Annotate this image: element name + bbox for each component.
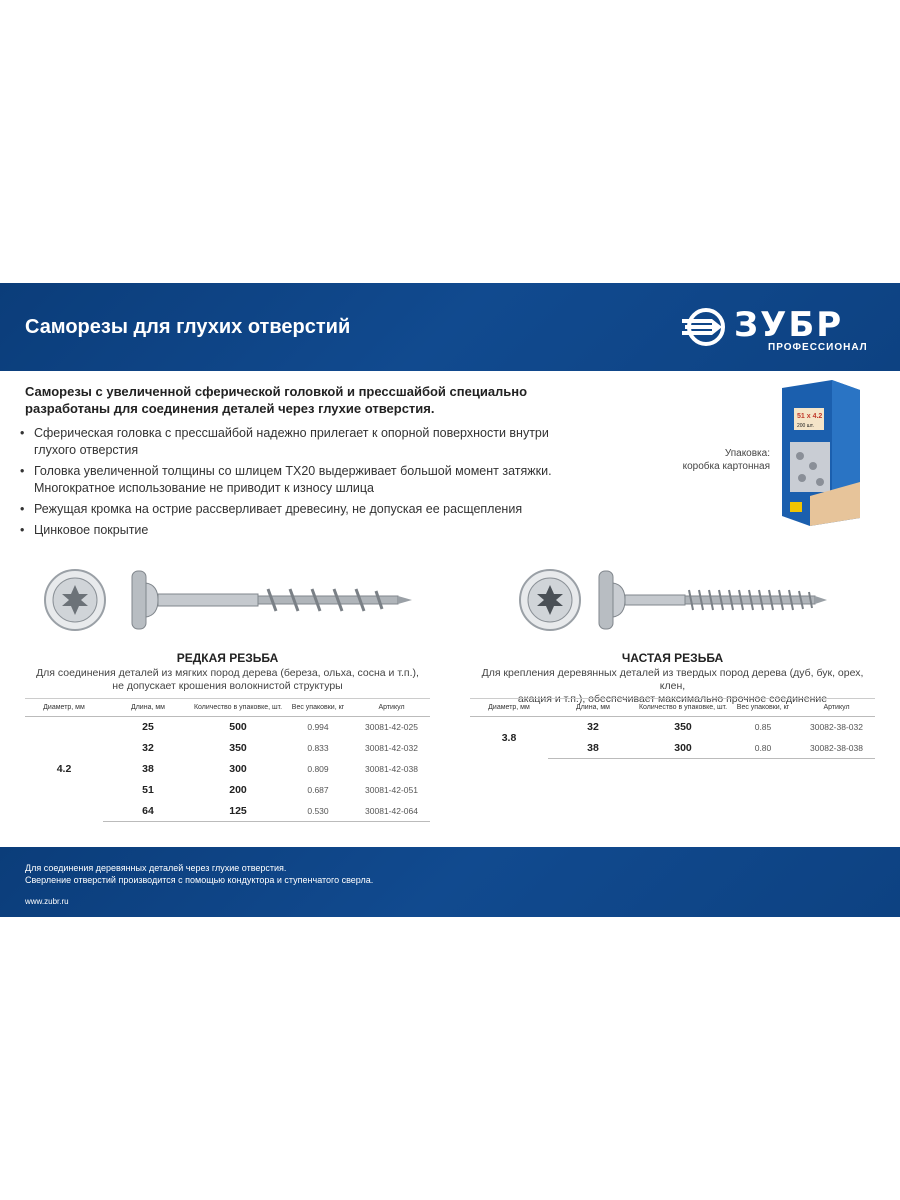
sku-cell: 30081-42-038: [365, 764, 418, 774]
sparse-screw-image: [40, 565, 420, 635]
dense-section-title: ЧАСТАЯ РЕЗЬБА: [621, 651, 724, 665]
package-box-image: [780, 378, 862, 528]
length-cell: 38: [548, 738, 638, 759]
column-header: Артикул: [798, 699, 875, 717]
table-row: [470, 717, 875, 738]
column-header: Вес упаковки, кг: [283, 699, 353, 717]
dense-screw-image: [515, 565, 835, 635]
weight-cell: 0.85: [754, 722, 772, 733]
logo-brand-text: ЗУБР: [734, 305, 844, 345]
column-header: Длина, мм: [548, 699, 638, 717]
box-count-label: 200 шт.: [797, 423, 814, 429]
column-header: Длина, мм: [103, 699, 193, 717]
sparse-section-desc: [25, 667, 430, 693]
column-header: Диаметр, мм: [470, 699, 548, 717]
sparse-spec-table: [25, 698, 430, 822]
package-caption-line1: Упаковка:: [724, 448, 770, 459]
weight-cell: 0.809: [307, 764, 329, 774]
diameter-cell: 3.8: [501, 731, 517, 744]
footer-line2: Сверление отверстий производится с помощью кондуктора и ступенчатого сверла.: [25, 875, 374, 885]
diameter-cell: 4.2: [56, 763, 72, 776]
quantity-cell: 300: [229, 763, 247, 775]
dense-desc-line1: Для крепления деревянных деталей из твердых пород дерева (дуб, бук, орех, клен,: [481, 667, 864, 692]
weight-cell: 0.80: [728, 738, 798, 759]
box-size-label: 51 x 4.2: [797, 413, 823, 420]
footer-line1: Для соединения деревянных деталей через глухие отверстия.: [25, 863, 287, 873]
sparse-desc-line1: Для соединения деталей из мягких пород дерева (береза, ольха, сосна и т.п.),: [36, 667, 419, 679]
quantity-cell: 125: [193, 801, 283, 822]
zubr-logo: [682, 305, 882, 355]
feature-item: • Сферическая головка с прессшайбой надежно прилегает к опорной поверхности внутри глухого отверстия: [20, 425, 560, 459]
feature-item: • Головка увеличенной толщины со шлицем TX20 выдерживает большой момент затяжки. Многократное использование не приводит к износу шлица: [20, 463, 560, 497]
sku-cell: 30081-42-025: [365, 722, 418, 733]
table-header-row: [470, 699, 875, 717]
weight-cell: 0.530: [283, 801, 353, 822]
length-cell: 32: [142, 742, 154, 754]
footer-text: [25, 862, 373, 886]
length-cell: 25: [142, 721, 154, 734]
feature-item: • Цинковое покрытие: [20, 522, 560, 539]
package-caption-line2: коробка картонная: [682, 461, 770, 472]
quantity-cell: 350: [674, 721, 692, 734]
package-caption: [650, 447, 770, 473]
logo-sub-text: ПРОФЕССИОНАЛ: [768, 342, 868, 353]
intro-text: Саморезы с увеличенной сферической головкой и прессшайбой специально разработаны для соединения деталей через глухие отверстия.: [25, 384, 528, 416]
table-header-row: [25, 699, 430, 717]
quantity-cell: 350: [229, 742, 247, 754]
length-cell: 64: [103, 801, 193, 822]
column-header: Диаметр, мм: [25, 699, 103, 717]
feature-item: • Режущая кромка на острие рассверливает древесину, не допуская ее расщепления: [20, 501, 560, 518]
sparse-desc-line2: не допускает крошения волокнистой структуры: [112, 680, 343, 692]
quantity-cell: 200: [229, 784, 247, 796]
footer-url-link[interactable]: www.zubr.ru: [25, 897, 69, 906]
sku-cell: 30081-42-032: [365, 743, 418, 753]
column-header: Количество в упаковке, шт.: [193, 699, 283, 717]
dense-spec-table: [470, 698, 875, 759]
column-header: Артикул: [353, 699, 430, 717]
feature-list: [20, 425, 560, 543]
sku-cell: 30081-42-051: [365, 785, 418, 795]
length-cell: 51: [142, 784, 154, 796]
quantity-cell: 500: [229, 721, 247, 734]
length-cell: 32: [587, 721, 599, 734]
sku-cell: 30082-38-032: [810, 722, 863, 733]
weight-cell: 0.833: [307, 743, 329, 753]
quantity-cell: 300: [638, 738, 728, 759]
sku-cell: 30082-38-038: [798, 738, 875, 759]
weight-cell: 0.994: [307, 722, 329, 733]
sku-cell: 30081-42-064: [353, 801, 430, 822]
header-banner: [0, 283, 900, 371]
weight-cell: 0.687: [307, 785, 329, 795]
sparse-section-title: РЕДКАЯ РЕЗЬБА: [176, 651, 279, 665]
dense-desc-line2: акация и т.п.), обеспечивает максимально прочное соединение: [517, 693, 828, 705]
column-header: Вес упаковки, кг: [728, 699, 798, 717]
length-cell: 38: [142, 763, 154, 775]
footer-banner: [0, 847, 900, 917]
logo-emblem-icon: [682, 307, 730, 347]
table-row: [25, 717, 430, 738]
page-title: Саморезы для глухих отверстий: [25, 316, 351, 338]
column-header: Количество в упаковке, шт.: [638, 699, 728, 717]
